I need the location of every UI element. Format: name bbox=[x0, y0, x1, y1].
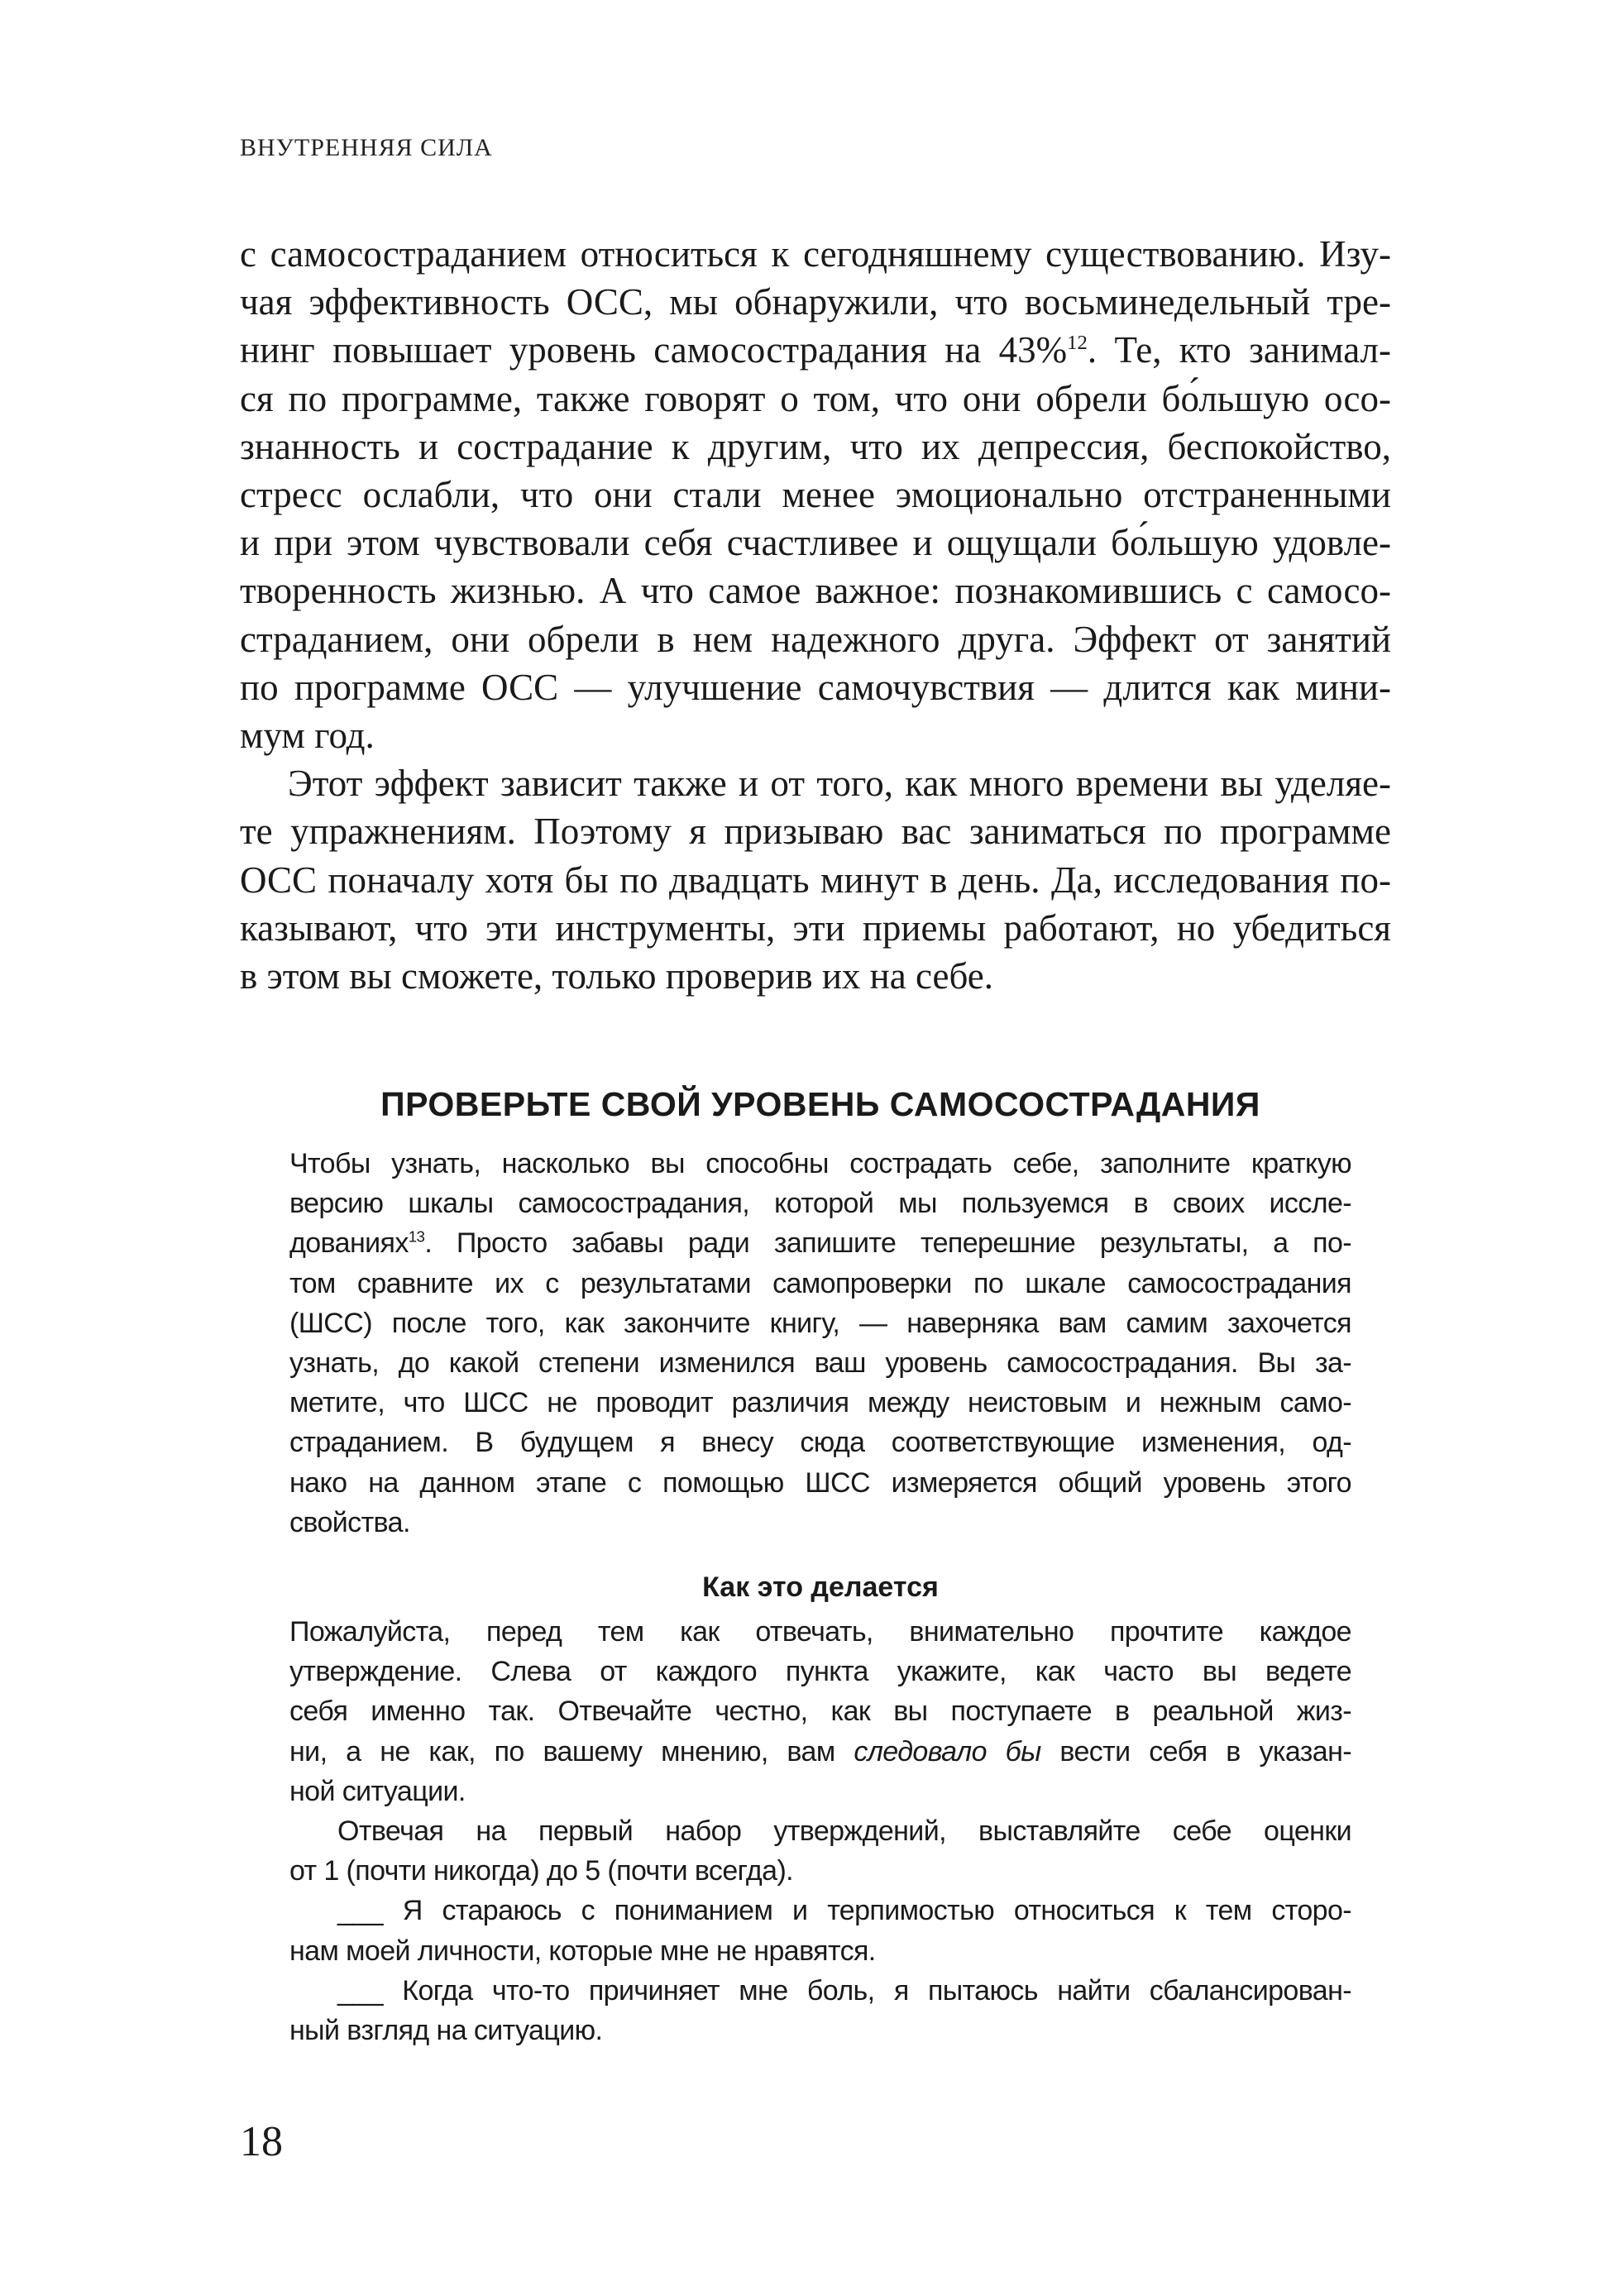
text-line: знанность и сострадание к другим, что их депрессия, беспокойство, bbox=[240, 425, 1391, 467]
footnote-ref[interactable]: 12 bbox=[1067, 332, 1088, 355]
answer-blank[interactable]: ___ bbox=[337, 1974, 383, 2007]
text-line: версию шкалы самосострадания, которой мы пользуемся в своих иссле- bbox=[289, 1188, 1351, 1220]
text-line: Отвечая на первый набор утверждений, выставляйте себе оценки bbox=[337, 1815, 1351, 1848]
emphasis: следовало бы bbox=[854, 1735, 1041, 1767]
subheading-how-to: Как это делается bbox=[702, 1571, 939, 1604]
text-line: по программе ОСС — улучшение самочувствия — длится как мини- bbox=[240, 666, 1391, 708]
section-title: ПРОВЕРЬТЕ СВОЙ УРОВЕНЬ САМОСОСТРАДАНИЯ bbox=[380, 1085, 1260, 1123]
footnote-ref[interactable]: 13 bbox=[408, 1228, 425, 1246]
text-line: ной ситуации. bbox=[289, 1775, 466, 1807]
text-line: утверждение. Слева от каждого пункта укажите, как часто вы ведете bbox=[289, 1656, 1351, 1688]
running-head: ВНУТРЕННЯЯ СИЛА bbox=[240, 134, 493, 161]
text-line: ся по программе, также говорят о том, что они обрели бо́льшую осо- bbox=[240, 377, 1391, 419]
text-line: ни, а не как, по вашему мнению, вам следовало бы вести себя в указан- bbox=[289, 1735, 1351, 1767]
text-line: Этот эффект зависит также и от того, как много времени вы уделяе- bbox=[288, 763, 1391, 805]
text-line: Пожалуйста, перед тем как отвечать, внимательно прочтите каждое bbox=[289, 1616, 1351, 1648]
text-line: с самосостраданием относиться к сегодняшнему существованию. Изу- bbox=[240, 233, 1391, 275]
text-line: и при этом чувствовали себя счастливее и ощущали бо́льшую удовле- bbox=[240, 522, 1391, 564]
text-line: узнать, до какой степени изменился ваш уровень самосострадания. Вы за- bbox=[289, 1347, 1351, 1380]
section-intro bbox=[289, 1144, 1351, 1543]
scale-item-1 bbox=[289, 1891, 1351, 1970]
instructions bbox=[289, 1612, 1351, 2050]
text-line: метите, что ШСС не проводит различия между неистовым и нежным само- bbox=[289, 1387, 1351, 1419]
self-compassion-test-section bbox=[289, 1079, 1351, 2050]
text-line: Чтобы узнать, насколько вы способны сострадать себе, заполните краткую bbox=[289, 1148, 1351, 1179]
text-line: стресс ослабли, что они стали менее эмоционально отстраненными bbox=[240, 474, 1391, 516]
text-line: нам моей личности, которые мне не нравятся. bbox=[289, 1935, 876, 1967]
text-line: страданием, они обрели в нем надежного друга. Эффект от занятий bbox=[240, 618, 1391, 660]
text-line: чая эффективность ОСС, мы обнаружили, что восьминедельный тре- bbox=[240, 281, 1391, 323]
paragraph-1 bbox=[240, 230, 1391, 759]
text-line: мум год. bbox=[240, 715, 375, 757]
text-line: ___ Когда что-то причиняет мне боль, я пытаюсь найти сбалансирован- bbox=[337, 1974, 1351, 2007]
text-line: те упражнениям. Поэтому я призываю вас заниматься по программе bbox=[240, 811, 1391, 853]
text-line: свойства. bbox=[289, 1506, 410, 1538]
paragraph-2 bbox=[240, 759, 1391, 1000]
text-line: (ШСС) после того, как закончите книгу, — наверняка вам самим захочется bbox=[289, 1307, 1351, 1339]
text-line: ОСС поначалу хотя бы по двадцать минут в день. Да, исследования по- bbox=[240, 859, 1391, 901]
answer-blank[interactable]: ___ bbox=[337, 1895, 383, 1927]
page-number: 18 bbox=[240, 2118, 283, 2165]
text-line: ный взгляд на ситуацию. bbox=[289, 2015, 603, 2047]
text-line: том сравните их с результатами самопроверки по шкале самосострадания bbox=[289, 1267, 1351, 1299]
text-line: ___ Я стараюсь с пониманием и терпимостью относиться к тем сторо- bbox=[337, 1895, 1351, 1927]
text-line: от 1 (почти никогда) до 5 (почти всегда). bbox=[289, 1855, 794, 1887]
text-line: казывают, что эти инструменты, эти приемы работают, но убедиться bbox=[240, 906, 1391, 949]
text-line: дованиях$^{13}$. Просто забавы ради запишите теперешние результаты, а по- bbox=[289, 1227, 1351, 1260]
text-line: в этом вы сможете, только проверив их на себе. bbox=[240, 955, 993, 997]
text-line: творенность жизнью. А что самое важное: познакомившись с самосо- bbox=[240, 570, 1391, 612]
text-line: себя именно так. Отвечайте честно, как вы поступаете в реальной жиз- bbox=[289, 1696, 1351, 1728]
main-text bbox=[240, 230, 1391, 1000]
text-line: страданием. В будущем я внесу сюда соответствующие изменения, од- bbox=[289, 1427, 1351, 1459]
text-line: нако на данном этапе с помощью ШСС измеряется общий уровень этого bbox=[289, 1466, 1351, 1499]
text-line: нинг повышает уровень самосострадания на 43%$^{12}$. Те, кто занимал- bbox=[240, 329, 1391, 371]
scale-item-2 bbox=[289, 1971, 1351, 2050]
